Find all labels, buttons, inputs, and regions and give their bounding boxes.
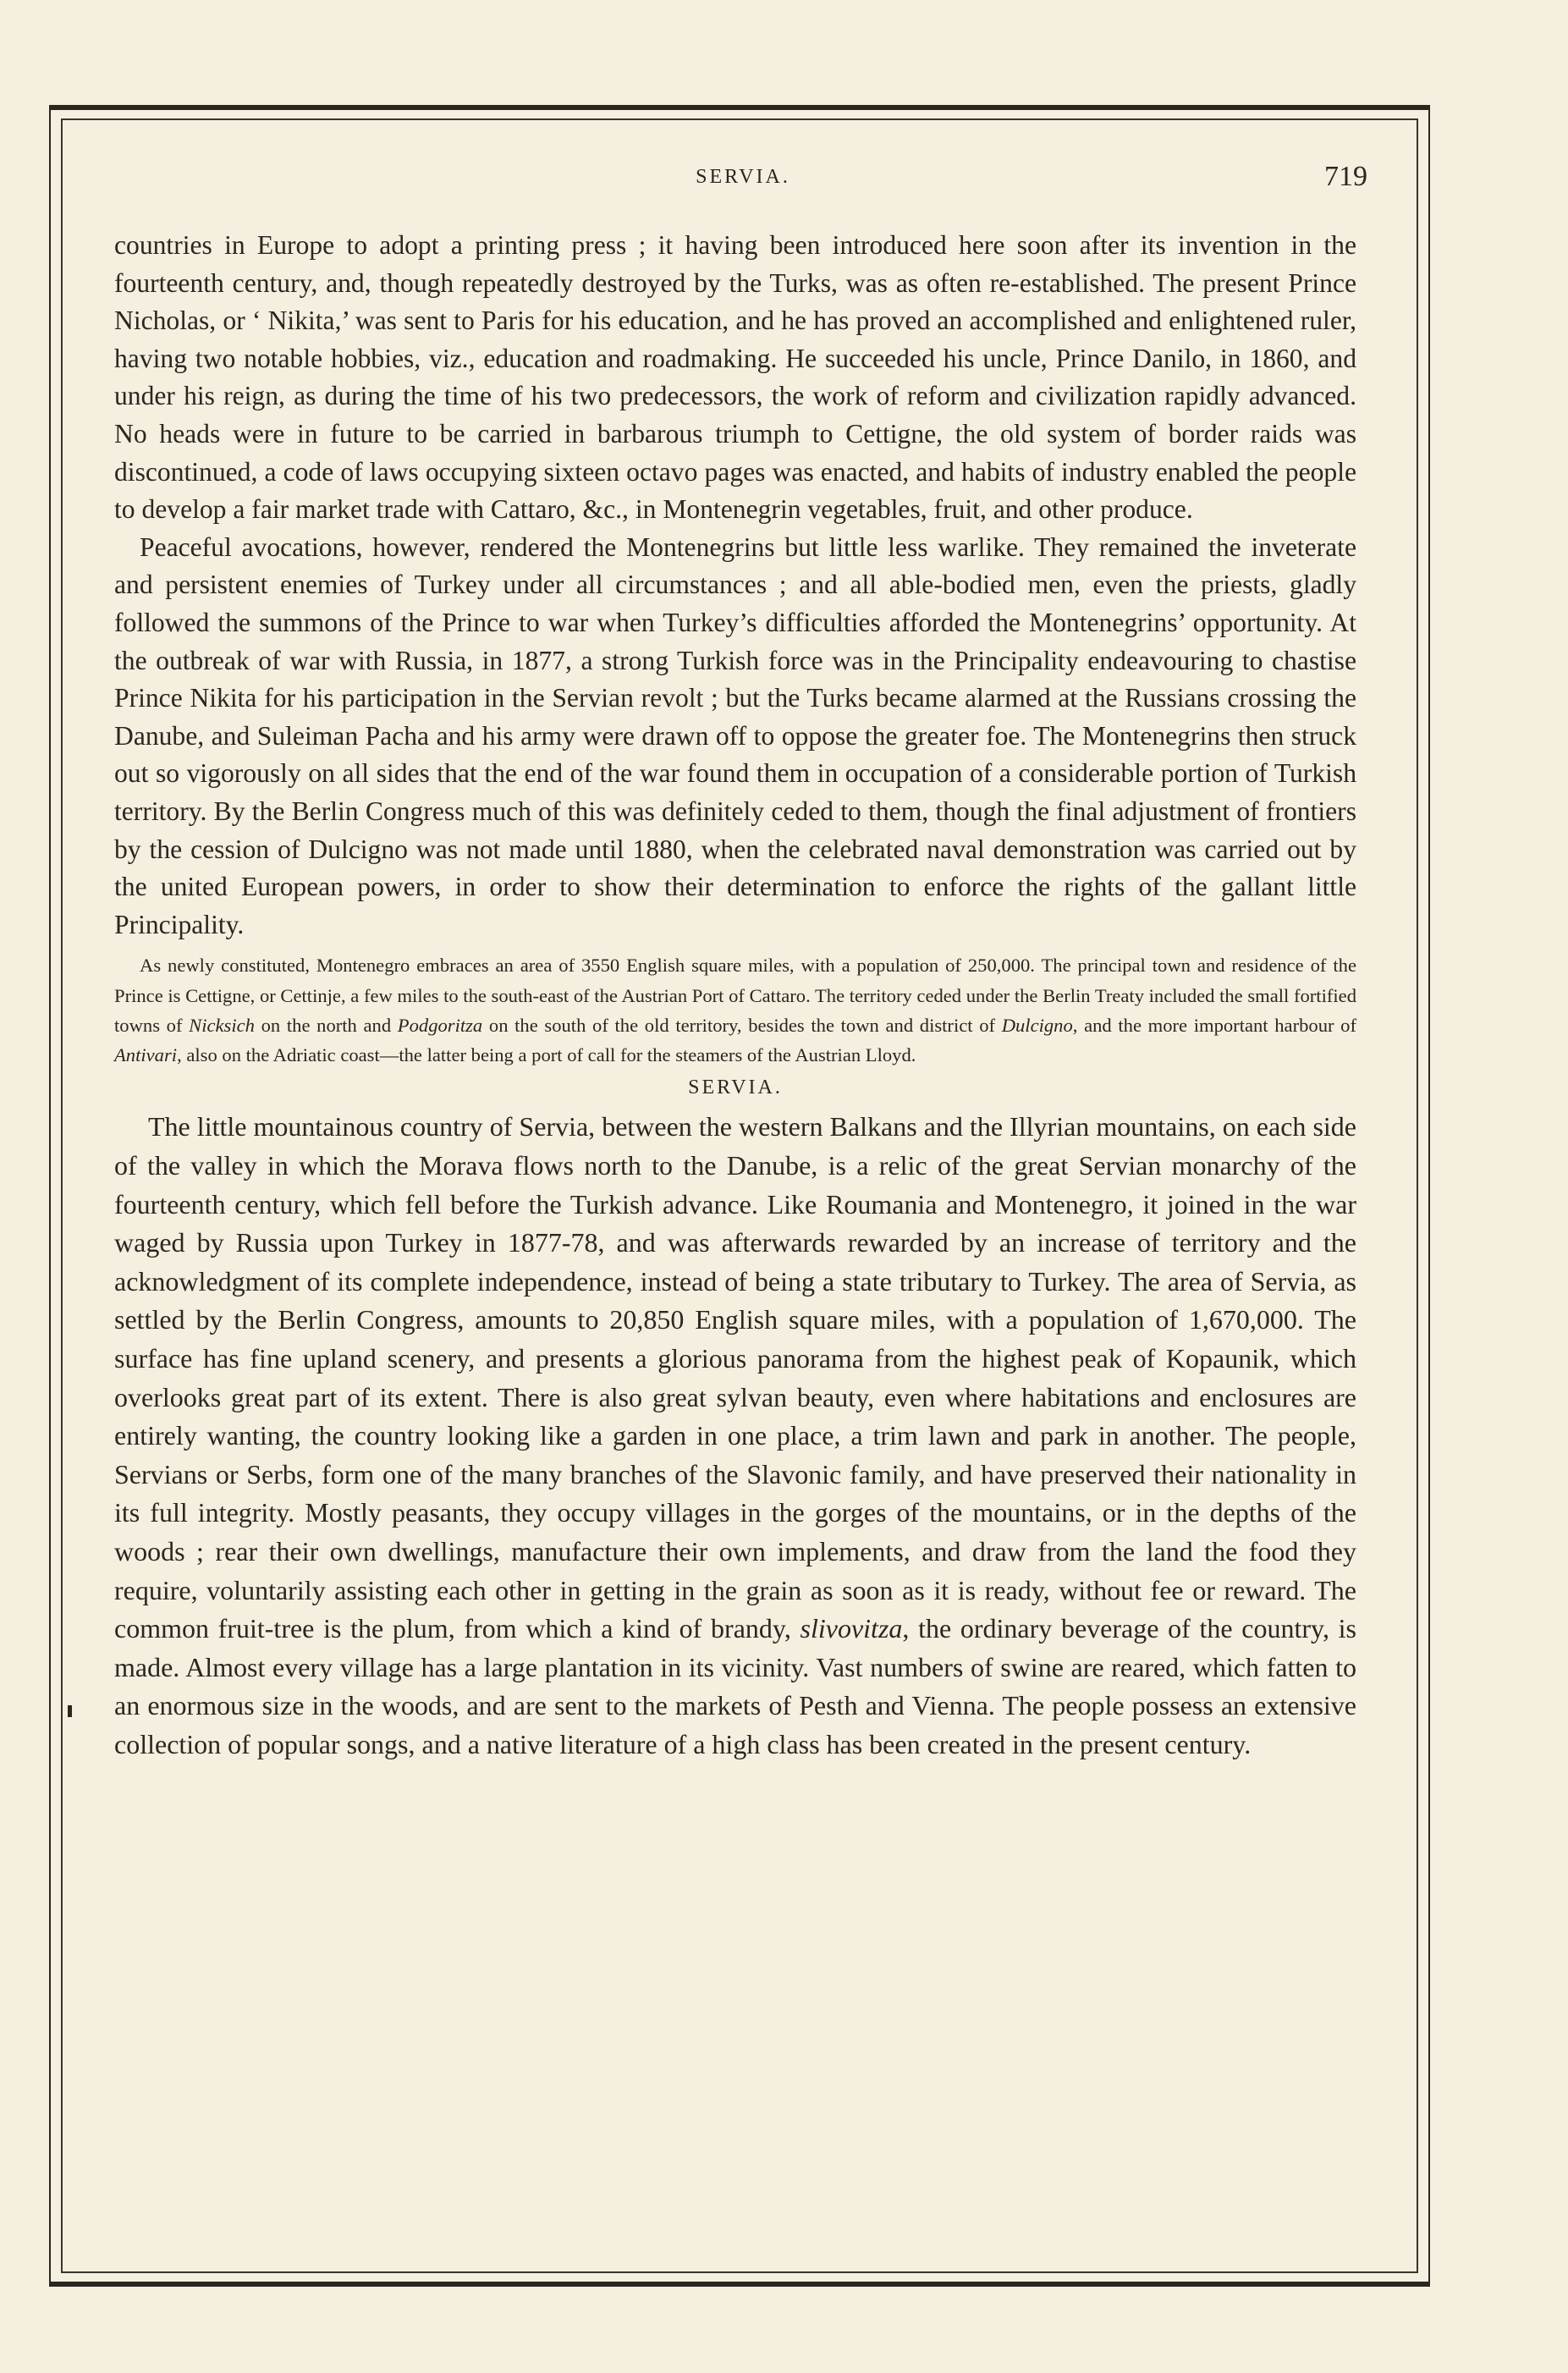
running-head-title: SERVIA. (696, 166, 790, 188)
paragraph-montenegro-1: countries in Europe to adopt a printing press ; it having been introduced here soon after its invention in the fourteenth century, and, though repeatedly destroyed by the Turks, was as often re-established. The present Prince Nicholas, or ‘ Nikita,’ was sent to Paris for his education, and he has proved an accomplished and enlightened ruler, having two notable hobbies, viz., education and roadmaking. He succeeded his uncle, Prince Danilo, in 1860, and under his reign, as during the time of his two predecessors, the work of reform and civilization rapidly advanced. No heads were in future to be carried in barbarous triumph to Cettigne, the old system of border raids was discontinued, a code of laws occupying sixteen octavo pages was enacted, and habits of industry enabled the people to develop a fair market trade with Cattaro, &c., in Montenegrin vegetables, fruit, and other produce. (114, 230, 1356, 525)
note-text-1: As newly constituted, Montenegro embraces an area of 3550 English square miles, with a population of 250,000. The principal town and residence of the Prince is Cettigne, or Cettinje, a few miles to the south-east of the Austrian Port of Cattaro. The territory ceded under the Berlin Treaty included the small fortified towns of (114, 955, 1356, 1036)
section-heading-servia: SERVIA. (688, 1076, 783, 1099)
page-body (114, 227, 1356, 1765)
paragraph-servia (114, 1108, 1356, 1764)
note-text-3: on the south of the old territory, besides the town and district of (482, 1014, 1002, 1036)
page-number: 719 (1324, 161, 1367, 192)
margin-mark (68, 1705, 72, 1717)
note-text-4: , and the more important harbour of (1072, 1014, 1356, 1036)
paragraph-montenegro-2: Peaceful avocations, however, rendered the Montenegrins but little less warlike. They remained the inveterate and persistent enemies of Turkey under all circumstances ; and all able-bodied men, even the priests, gladly followed the summons of the Prince to war when Turkey’s difficulties afforded the Montenegrins’ opportunity. At the outbreak of war with Russia, in 1877, a strong Turkish force was in the Principality endeavouring to chastise Prince Nikita for his participation in the Servian revolt ; but the Turks became alarmed at the Russians crossing the Danube, and Suleiman Pacha and his army were drawn off to oppose the greater foe. The Montenegrins then struck out so vigorously on all sides that the end of the war found them in occupation of a considerable portion of Turkish territory. By the Berlin Congress much of this was definitely ceded to them, though the final adjustment of frontiers by the cession of Dulcigno was not made until 1880, when the celebrated naval demonstration was carried out by the united European powers, in order to show their determination to enforce the rights of the gallant little Principality. (114, 531, 1356, 939)
note-text-5: , also on the Adriatic coast—the latter being a port of call for the steamers of the Austrian Lloyd. (177, 1044, 916, 1066)
servia-word-slivovitza: slivovitza (800, 1613, 903, 1644)
note-place-podgoritza: Podgoritza (397, 1014, 483, 1036)
note-place-dulcigno: Dulcigno (1001, 1014, 1073, 1036)
servia-text-2: , the ordinary beverage of the country, is made. Almost every village has a large plantation in its vicinity. Vast numbers of swine are reared, which fatten to an enormous size in the woods, and are sent to the markets of Pesth and Vienna. The people possess an extensive collection of popular songs, and a native literature of a high class has been created in the present century. (114, 1613, 1357, 1759)
running-head (118, 161, 1367, 200)
servia-text-1: The little mountainous country of Servia, between the western Balkans and the Illyrian mountains, on each side of the valley in which the Morava flows north to the Danube, is a relic of the great Servian monarchy of the fourteenth century, which fell before the Turkish advance. Like Roumania and Montenegro, it joined in the war waged by Russia upon Turkey in 1877-78, and was afterwards rewarded by an increase of territory and the acknowledgment of its complete independence, instead of being a state tributary to Turkey. The area of Servia, as settled by the Berlin Congress, amounts to 20,850 English square miles, with a population of 1,670,000. The surface has fine upland scenery, and presents a glorious panorama from the highest peak of Kopaunik, which overlooks great part of its extent. There is also great sylvan beauty, even where habitations and enclosures are entirely wanting, the country looking like a garden in one place, a trim lawn and park in another. The people, Servians or Serbs, form one of the many branches of the Slavonic family, and have preserved their nationality in its full integrity. Mostly peasants, they occupy villages in the gorges of the mountains, or in the depths of the woods ; rear their own dwellings, manufacture their own implements, and draw from the land the food they require, voluntarily assisting each other in getting in the grain as soon as it is ready, without fee or reward. The common fruit-tree is the plum, from which a kind of brandy, (114, 1111, 1356, 1644)
note-place-nicksich: Nicksich (189, 1014, 255, 1036)
note-text-2: on the north and (254, 1014, 398, 1036)
montenegro-statistics-note (114, 950, 1356, 1070)
note-place-antivari: Antivari (114, 1044, 178, 1066)
